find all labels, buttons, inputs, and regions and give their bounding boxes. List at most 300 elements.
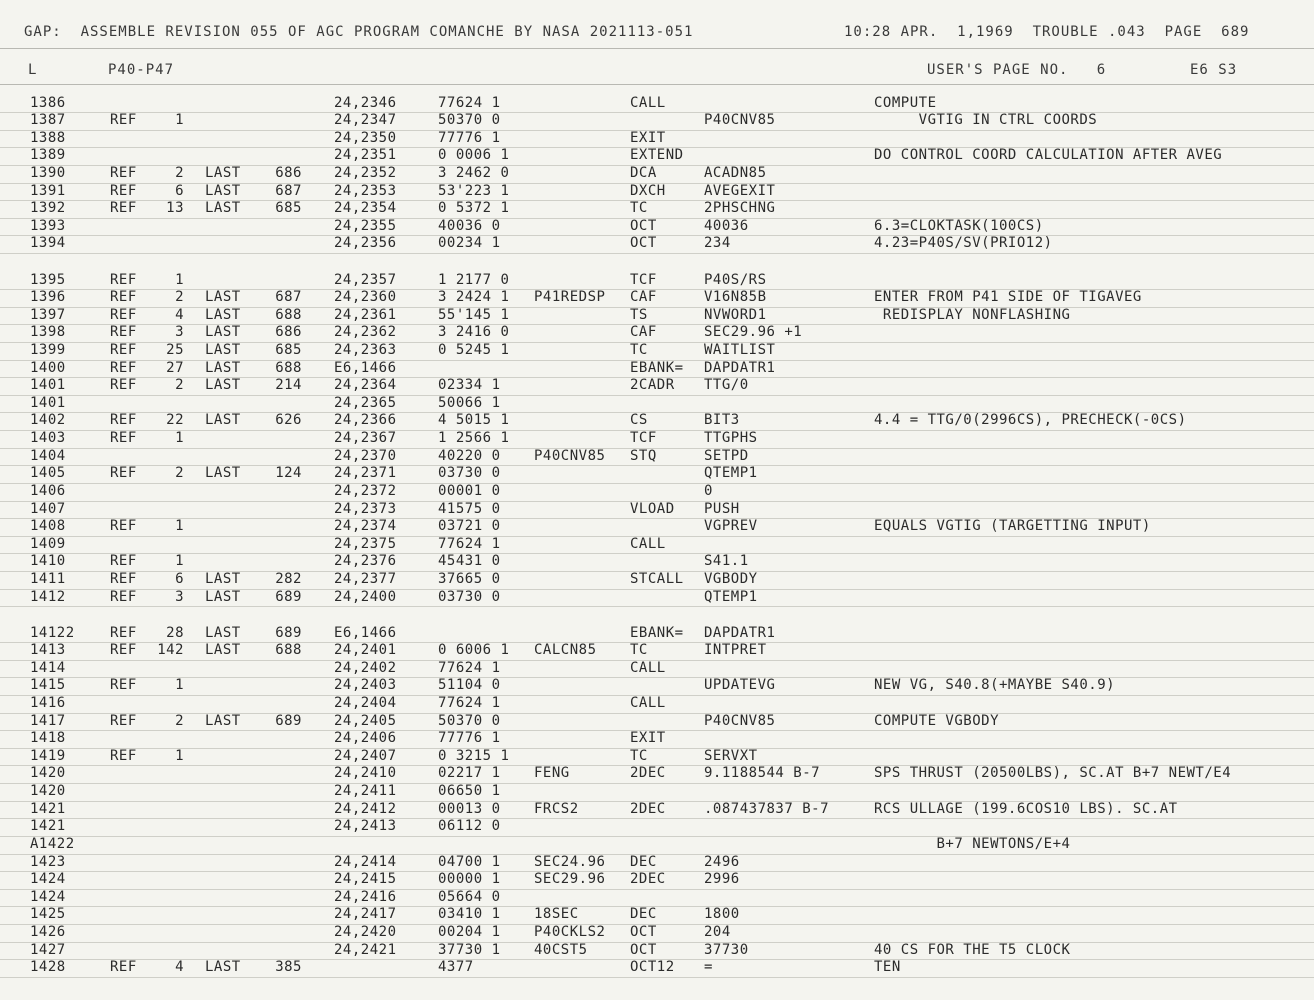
last-page: 687 xyxy=(275,289,302,306)
opcode: EBANK= xyxy=(630,624,684,641)
octal-value: 51104 0 xyxy=(438,677,501,694)
octal-value: 3 2462 0 xyxy=(438,164,510,181)
opcode: TC xyxy=(630,642,648,659)
octal-value: 77624 1 xyxy=(438,659,501,676)
listing-line xyxy=(0,924,1314,943)
operand: NVWORD1 xyxy=(704,306,767,323)
address: 24,2360 xyxy=(334,289,397,306)
line-number: 1419 xyxy=(30,747,66,764)
line-number: 1425 xyxy=(30,906,66,923)
opcode: EBANK= xyxy=(630,359,684,376)
last-label: LAST xyxy=(205,182,241,199)
line-number: 1420 xyxy=(30,783,66,800)
listing-line xyxy=(0,307,1314,326)
listing-timestamp: 10:28 APR. 1,1969 TROUBLE .043 PAGE 689 xyxy=(844,24,1250,40)
ref-label: REF xyxy=(110,959,137,976)
sheet-label: E6 S3 xyxy=(1190,62,1238,78)
octal-value: 03730 0 xyxy=(438,465,501,482)
ref-count: 6 xyxy=(175,571,184,588)
ref-label: REF xyxy=(110,200,137,217)
operand: TTGPHS xyxy=(704,430,758,447)
address: 24,2417 xyxy=(334,906,397,923)
comment: EQUALS VGTIG (TARGETTING INPUT) xyxy=(874,518,1151,535)
address: 24,2421 xyxy=(334,941,397,958)
address: 24,2404 xyxy=(334,694,397,711)
line-number: A1422 xyxy=(30,835,75,852)
opcode: EXIT xyxy=(630,730,666,747)
operand: P40S/RS xyxy=(704,271,767,288)
ref-label: REF xyxy=(110,642,137,659)
ref-label: REF xyxy=(110,271,137,288)
last-page: 689 xyxy=(275,624,302,641)
opcode: DXCH xyxy=(630,182,666,199)
ref-label: REF xyxy=(110,465,137,482)
listing-line xyxy=(0,183,1314,202)
last-page: 689 xyxy=(275,712,302,729)
line-number: 1406 xyxy=(30,482,66,499)
last-page: 687 xyxy=(275,182,302,199)
octal-value: 03730 0 xyxy=(438,588,501,605)
ref-label: REF xyxy=(110,377,137,394)
octal-value: 37730 1 xyxy=(438,941,501,958)
address: 24,2362 xyxy=(334,324,397,341)
last-label: LAST xyxy=(205,712,241,729)
opcode: CAF xyxy=(630,289,657,306)
octal-value: 40036 0 xyxy=(438,217,501,234)
address: 24,2355 xyxy=(334,217,397,234)
ref-count: 1 xyxy=(175,677,184,694)
ref-count: 22 xyxy=(166,412,184,429)
octal-value: 03410 1 xyxy=(438,906,501,923)
ref-label: REF xyxy=(110,712,137,729)
octal-value: 00001 0 xyxy=(438,482,501,499)
listing-line xyxy=(0,324,1314,343)
opcode: EXTEND xyxy=(630,147,684,164)
last-page: 686 xyxy=(275,164,302,181)
ref-count: 1 xyxy=(175,271,184,288)
listing-line xyxy=(0,112,1314,131)
symbol-label: FRCS2 xyxy=(534,800,579,817)
octal-value: 00013 0 xyxy=(438,800,501,817)
ref-label: REF xyxy=(110,677,137,694)
last-label: LAST xyxy=(205,200,241,217)
listing-line xyxy=(0,448,1314,467)
last-page: 688 xyxy=(275,642,302,659)
listing-line xyxy=(0,836,1314,855)
operand: QTEMP1 xyxy=(704,588,758,605)
last-page: 689 xyxy=(275,588,302,605)
listing-line xyxy=(0,430,1314,449)
operand: VGPREV xyxy=(704,518,758,535)
octal-value: 50370 0 xyxy=(438,112,501,129)
line-number: 1394 xyxy=(30,235,66,252)
listing-line xyxy=(0,501,1314,520)
line-number: 1416 xyxy=(30,694,66,711)
comment: NEW VG, S40.8(+MAYBE S40.9) xyxy=(874,677,1116,694)
operand: P40CNV85 xyxy=(704,112,776,129)
ref-count: 3 xyxy=(175,324,184,341)
octal-value: 02334 1 xyxy=(438,377,501,394)
octal-value: 77624 1 xyxy=(438,694,501,711)
last-label: LAST xyxy=(205,642,241,659)
line-number: 1412 xyxy=(30,588,66,605)
listing-line xyxy=(0,165,1314,184)
line-number: 1399 xyxy=(30,341,66,358)
ref-count: 13 xyxy=(166,200,184,217)
line-number: 1410 xyxy=(30,553,66,570)
ref-label: REF xyxy=(110,747,137,764)
ref-count: 2 xyxy=(175,164,184,181)
opcode: CALL xyxy=(630,535,666,552)
header-rule xyxy=(0,84,1314,85)
operand: 1800 xyxy=(704,906,740,923)
operand: SEC29.96 +1 xyxy=(704,324,803,341)
symbol-label: 40CST5 xyxy=(534,941,588,958)
comment: RCS ULLAGE (199.6COS10 LBS). SC.AT xyxy=(874,800,1178,817)
opcode: TC xyxy=(630,200,648,217)
section-label: P40-P47 xyxy=(108,62,175,78)
octal-value: 4 5015 1 xyxy=(438,412,510,429)
last-label: LAST xyxy=(205,377,241,394)
ref-count: 4 xyxy=(175,306,184,323)
ref-label: REF xyxy=(110,182,137,199)
last-label: LAST xyxy=(205,164,241,181)
opcode: 2DEC xyxy=(630,800,666,817)
ref-count: 2 xyxy=(175,377,184,394)
ref-count: 6 xyxy=(175,182,184,199)
opcode: TCF xyxy=(630,430,657,447)
ref-count: 1 xyxy=(175,518,184,535)
operand: .087437837 B-7 xyxy=(704,800,830,817)
address: 24,2370 xyxy=(334,447,397,464)
address: 24,2414 xyxy=(334,853,397,870)
address: 24,2352 xyxy=(334,164,397,181)
opcode: OCT12 xyxy=(630,959,675,976)
listing-line xyxy=(0,854,1314,873)
octal-value: 77624 1 xyxy=(438,94,501,111)
listing-line xyxy=(0,130,1314,149)
octal-value: 06112 0 xyxy=(438,818,501,835)
line-number: 1426 xyxy=(30,924,66,941)
last-label: LAST xyxy=(205,359,241,376)
address: 24,2402 xyxy=(334,659,397,676)
ref-label: REF xyxy=(110,324,137,341)
address: 24,2367 xyxy=(334,430,397,447)
address: 24,2361 xyxy=(334,306,397,323)
octal-value: 41575 0 xyxy=(438,500,501,517)
listing-line xyxy=(0,942,1314,961)
ref-count: 2 xyxy=(175,465,184,482)
comment: SPS THRUST (20500LBS), SC.AT B+7 NEWT/E4 xyxy=(874,765,1232,782)
octal-value: 50066 1 xyxy=(438,394,501,411)
opcode: DEC xyxy=(630,853,657,870)
operand: AVEGEXIT xyxy=(704,182,776,199)
line-number: 1408 xyxy=(30,518,66,535)
operand: BIT3 xyxy=(704,412,740,429)
listing-line xyxy=(0,589,1314,608)
last-label: LAST xyxy=(205,324,241,341)
line-number: 1404 xyxy=(30,447,66,464)
address: 24,2356 xyxy=(334,235,397,252)
address: 24,2373 xyxy=(334,500,397,517)
comment: TEN xyxy=(874,959,901,976)
operand: 2PHSCHNG xyxy=(704,200,776,217)
opcode: 2DEC xyxy=(630,765,666,782)
line-number: 1427 xyxy=(30,941,66,958)
address: 24,2420 xyxy=(334,924,397,941)
address: 24,2411 xyxy=(334,783,397,800)
listing-line xyxy=(0,553,1314,572)
line-number: 1413 xyxy=(30,642,66,659)
symbol-label: P40CKLS2 xyxy=(534,924,606,941)
ref-count: 2 xyxy=(175,712,184,729)
listing-line xyxy=(0,289,1314,308)
operand: INTPRET xyxy=(704,642,767,659)
last-label: LAST xyxy=(205,465,241,482)
ref-count: 2 xyxy=(175,289,184,306)
line-number: 1417 xyxy=(30,712,66,729)
address: 24,2415 xyxy=(334,871,397,888)
listing-line xyxy=(0,272,1314,291)
ref-count: 142 xyxy=(157,642,184,659)
last-page: 626 xyxy=(275,412,302,429)
listing-line xyxy=(0,871,1314,890)
opcode: DEC xyxy=(630,906,657,923)
last-page: 688 xyxy=(275,306,302,323)
address: 24,2374 xyxy=(334,518,397,535)
line-number: 1424 xyxy=(30,871,66,888)
comment: VGTIG IN CTRL COORDS xyxy=(874,112,1098,129)
ref-label: REF xyxy=(110,588,137,605)
header-rule xyxy=(0,48,1314,49)
octal-value: 0 0006 1 xyxy=(438,147,510,164)
opcode: CAF xyxy=(630,324,657,341)
listing-line xyxy=(0,695,1314,714)
left-mark: L xyxy=(28,62,38,78)
operand: SETPD xyxy=(704,447,749,464)
octal-value: 03721 0 xyxy=(438,518,501,535)
address: 24,2416 xyxy=(334,888,397,905)
line-number: 1390 xyxy=(30,164,66,181)
opcode: VLOAD xyxy=(630,500,675,517)
operand: PUSH xyxy=(704,500,740,517)
address: 24,2410 xyxy=(334,765,397,782)
listing-line xyxy=(0,235,1314,254)
ref-label: REF xyxy=(110,624,137,641)
last-page: 282 xyxy=(275,571,302,588)
operand: 204 xyxy=(704,924,731,941)
opcode: OCT xyxy=(630,235,657,252)
last-label: LAST xyxy=(205,959,241,976)
octal-value: 0 5372 1 xyxy=(438,200,510,217)
ref-count: 1 xyxy=(175,553,184,570)
ref-label: REF xyxy=(110,306,137,323)
line-number: 1395 xyxy=(30,271,66,288)
line-number: 1388 xyxy=(30,129,66,146)
octal-value: 1 2177 0 xyxy=(438,271,510,288)
last-page: 214 xyxy=(275,377,302,394)
ref-count: 1 xyxy=(175,747,184,764)
symbol-label: SEC29.96 xyxy=(534,871,606,888)
line-number: 1424 xyxy=(30,888,66,905)
octal-value: 02217 1 xyxy=(438,765,501,782)
operand: DAPDATR1 xyxy=(704,624,776,641)
address: 24,2371 xyxy=(334,465,397,482)
opcode: CALL xyxy=(630,659,666,676)
symbol-label: 18SEC xyxy=(534,906,579,923)
opcode: OCT xyxy=(630,941,657,958)
operand: V16N85B xyxy=(704,289,767,306)
last-label: LAST xyxy=(205,289,241,306)
listing-line xyxy=(0,783,1314,802)
opcode: 2DEC xyxy=(630,871,666,888)
ref-label: REF xyxy=(110,430,137,447)
octal-value: 00204 1 xyxy=(438,924,501,941)
address: 24,2346 xyxy=(334,94,397,111)
comment: COMPUTE VGBODY xyxy=(874,712,1000,729)
address: E6,1466 xyxy=(334,624,397,641)
opcode: CS xyxy=(630,412,648,429)
octal-value: 77624 1 xyxy=(438,535,501,552)
operand: WAITLIST xyxy=(704,341,776,358)
address: 24,2413 xyxy=(334,818,397,835)
operand: ACADN85 xyxy=(704,164,767,181)
symbol-label: CALCN85 xyxy=(534,642,597,659)
octal-value: 0 3215 1 xyxy=(438,747,510,764)
address: 24,2351 xyxy=(334,147,397,164)
comment: REDISPLAY NONFLASHING xyxy=(874,306,1071,323)
octal-value: 3 2416 0 xyxy=(438,324,510,341)
address: 24,2366 xyxy=(334,412,397,429)
opcode: TS xyxy=(630,306,648,323)
operand: 2996 xyxy=(704,871,740,888)
operand: DAPDATR1 xyxy=(704,359,776,376)
line-number: 1421 xyxy=(30,818,66,835)
comment: 4.4 = TTG/0(2996CS), PRECHECK(-0CS) xyxy=(874,412,1187,429)
line-number: 1387 xyxy=(30,112,66,129)
opcode: STQ xyxy=(630,447,657,464)
listing-line xyxy=(0,765,1314,784)
last-page: 385 xyxy=(275,959,302,976)
symbol-label: FENG xyxy=(534,765,570,782)
line-number: 1397 xyxy=(30,306,66,323)
operand: TTG/0 xyxy=(704,377,749,394)
line-number: 1401 xyxy=(30,394,66,411)
last-label: LAST xyxy=(205,412,241,429)
address: 24,2400 xyxy=(334,588,397,605)
operand: 0 xyxy=(704,482,713,499)
operand: SERVXT xyxy=(704,747,758,764)
last-page: 685 xyxy=(275,200,302,217)
address: 24,2372 xyxy=(334,482,397,499)
listing-line xyxy=(0,342,1314,361)
last-label: LAST xyxy=(205,588,241,605)
ref-label: REF xyxy=(110,571,137,588)
address: 24,2375 xyxy=(334,535,397,552)
symbol-label: P41REDSP xyxy=(534,289,606,306)
operand: UPDATEVG xyxy=(704,677,776,694)
operand: 234 xyxy=(704,235,731,252)
listing-line xyxy=(0,571,1314,590)
ref-label: REF xyxy=(110,341,137,358)
address: 24,2401 xyxy=(334,642,397,659)
listing-line xyxy=(0,801,1314,820)
address: 24,2363 xyxy=(334,341,397,358)
address: 24,2403 xyxy=(334,677,397,694)
line-number: 1401 xyxy=(30,377,66,394)
opcode: OCT xyxy=(630,924,657,941)
address: 24,2406 xyxy=(334,730,397,747)
listing-line xyxy=(0,625,1314,644)
operand: VGBODY xyxy=(704,571,758,588)
listing-line xyxy=(0,660,1314,679)
line-number: 1418 xyxy=(30,730,66,747)
line-number: 1396 xyxy=(30,289,66,306)
opcode: CALL xyxy=(630,694,666,711)
octal-value: 04700 1 xyxy=(438,853,501,870)
operand: = xyxy=(704,959,713,976)
octal-value: 00234 1 xyxy=(438,235,501,252)
comment: 4.23=P40S/SV(PRIO12) xyxy=(874,235,1053,252)
opcode: DCA xyxy=(630,164,657,181)
ref-count: 1 xyxy=(175,112,184,129)
line-number: 1403 xyxy=(30,430,66,447)
ref-count: 1 xyxy=(175,430,184,447)
octal-value: 06650 1 xyxy=(438,783,501,800)
listing-line xyxy=(0,536,1314,555)
line-number: 1423 xyxy=(30,853,66,870)
ref-count: 28 xyxy=(166,624,184,641)
last-page: 688 xyxy=(275,359,302,376)
line-number: 1389 xyxy=(30,147,66,164)
line-number: 1421 xyxy=(30,800,66,817)
listing-line xyxy=(0,906,1314,925)
address: 24,2347 xyxy=(334,112,397,129)
operand: 40036 xyxy=(704,217,749,234)
operand: 37730 xyxy=(704,941,749,958)
ref-label: REF xyxy=(110,112,137,129)
opcode: TC xyxy=(630,747,648,764)
listing-line xyxy=(0,147,1314,166)
address: 24,2365 xyxy=(334,394,397,411)
octal-value: 55'145 1 xyxy=(438,306,510,323)
octal-value: 37665 0 xyxy=(438,571,501,588)
comment: DO CONTROL COORD CALCULATION AFTER AVEG xyxy=(874,147,1223,164)
comment: 6.3=CLOKTASK(100CS) xyxy=(874,217,1044,234)
last-label: LAST xyxy=(205,624,241,641)
octal-value: 00000 1 xyxy=(438,871,501,888)
octal-value: 53'223 1 xyxy=(438,182,510,199)
line-number: 1393 xyxy=(30,217,66,234)
last-page: 685 xyxy=(275,341,302,358)
opcode: EXIT xyxy=(630,129,666,146)
listing-line xyxy=(0,200,1314,219)
symbol-label: P40CNV85 xyxy=(534,447,606,464)
ref-label: REF xyxy=(110,518,137,535)
last-label: LAST xyxy=(205,571,241,588)
user-page-number: USER'S PAGE NO. 6 xyxy=(927,62,1107,78)
last-page: 686 xyxy=(275,324,302,341)
listing-line xyxy=(0,518,1314,537)
listing-line xyxy=(0,412,1314,431)
listing-line xyxy=(0,889,1314,908)
listing-title: GAP: ASSEMBLE REVISION 055 OF AGC PROGRAM COMANCHE BY NASA 2021113-051 xyxy=(24,24,694,40)
address: E6,1466 xyxy=(334,359,397,376)
line-number: 1402 xyxy=(30,412,66,429)
line-number: 1391 xyxy=(30,182,66,199)
address: 24,2407 xyxy=(334,747,397,764)
opcode: STCALL xyxy=(630,571,684,588)
